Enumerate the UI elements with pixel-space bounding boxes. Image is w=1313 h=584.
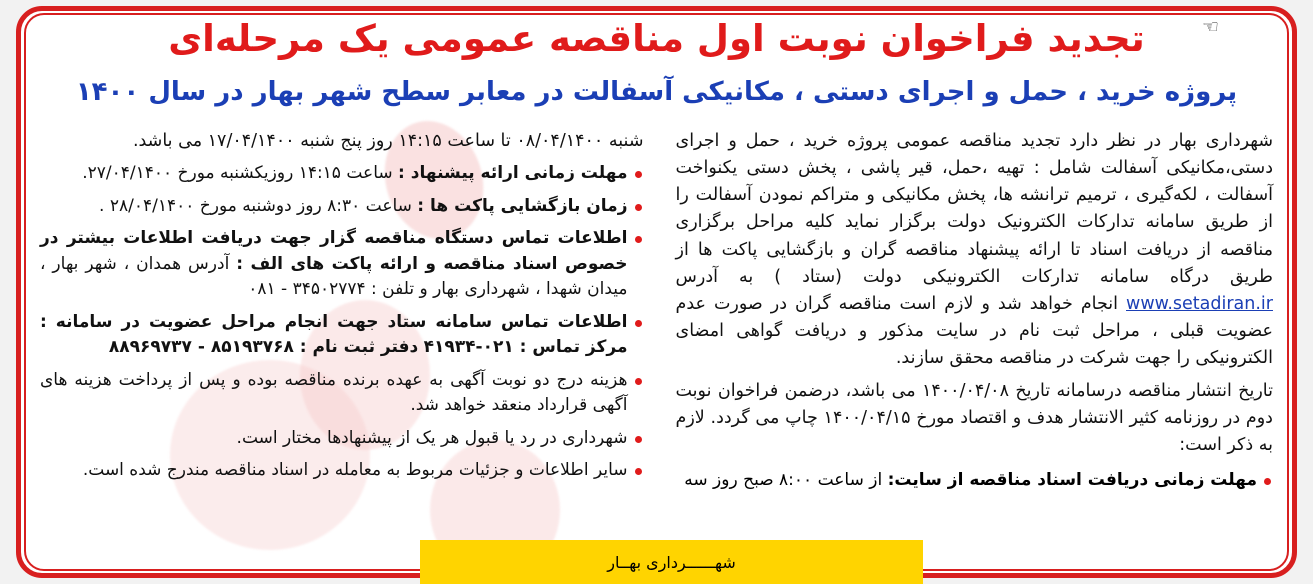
left-column: [40, 128, 644, 520]
bullet-label: اطلاعات تماس دستگاه مناقصه گزار جهت دریافت اطلاعات بیشتر در خصوص اسناد مناقصه و ارائه پاکت های الف :: [40, 228, 628, 274]
left-intro-text: شنبه ۰۸/۰۴/۱۴۰۰ تا ساعت ۱۴:۱۵ روز پنج شنبه ۱۷/۰۴/۱۴۰۰ می باشد.: [132, 131, 644, 151]
page-subtitle: پروژه خرید ، حمل و اجرای دستی ، مکانیکی آسفالت در معابر سطح شهر بهار در سال ۱۴۰۰: [75, 77, 1238, 107]
right-paragraph-1-text: شهرداری بهار در نظر دارد تجدید مناقصه عمومی پروژه خرید ، حمل و اجرای دستی،مکانیکی آسفالت شامل : تهیه ،حمل، قیر پاشی ، پخش دستی یکنواخت آسفالت ، لکه‌گیری ، ترمیم ترانشه ها، پخش مکانیکی و متراکم نمودن آسفالت را از طریق سامانه تدارکات الکترونیک دولت برگزار نماید کلیه مراحل برگزاری مناقصه از دریافت اسناد تا ارائه پیشنهاد مناقصه گران و بازگشایی پاکت ها از طریق درگاه سامانه تدارکات الکترونیکی دولت (ستاد ) به آدرس: [675, 131, 1273, 287]
mouse-cursor-icon: ☜: [1201, 16, 1219, 38]
bullet-text: دفتر ثبت نام : ۸۵۱۹۳۷۶۸ - ۸۸۹۶۹۷۳۷: [108, 337, 419, 358]
page-title: تجدید فراخوان نوبت اول مناقصه عمومی یک مرحله‌ای: [168, 17, 1145, 60]
footer-banner-text: شهــــــرداری بهــار: [607, 552, 736, 572]
bullet-text: سایر اطلاعات و جزئیات مربوط به معامله در اسناد مناقصه مندرج شده است.: [82, 460, 628, 481]
setadiran-link[interactable]: www.setadiran.ir: [1126, 293, 1273, 314]
bullet-label: اطلاعات تماس سامانه ستاد جهت انجام مراحل عضویت در سامانه : مرکز تماس : ۰۲۱-۴۱۹۳۴: [40, 311, 628, 358]
bullet-text: ساعت ۱۴:۱۵ روزیکشنبه مورخ ۲۷/۰۴/۱۴۰۰.: [82, 163, 393, 184]
list-item: [40, 310, 644, 361]
right-paragraph-1-tail: انجام خواهد شد و لازم است مناقصه گران در صورت عدم عضویت قبلی ، مراحل ثبت نام در سایت مذکور و دریافت گواهی امضای الکترونیکی را جهت شرکت در مناقصه محقق سازند.: [675, 293, 1273, 368]
bullet-download-deadline: [670, 468, 1274, 494]
list-item: [40, 194, 644, 220]
right-paragraph-1: [670, 128, 1274, 372]
bullet-text: ساعت ۸:۳۰ روز دوشنبه مورخ ۲۸/۰۴/۱۴۰۰ .: [99, 195, 412, 216]
footer-banner: [420, 540, 923, 584]
bullet-download-deadline-label: مهلت زمانی دریافت اسناد مناقصه از سایت:: [887, 469, 1257, 490]
list-item: [40, 161, 644, 187]
bullet-label: زمان بازگشایی پاکت ها :: [417, 195, 628, 216]
bullet-text: آدرس همدان ، شهر بهار ، میدان شهدا ، شهرداری بهار و تلفن : ۳۴۵۰۲۷۷۴ - ۰۸۱: [40, 253, 628, 300]
list-item: [40, 458, 644, 484]
bullet-label: مهلت زمانی ارائه پیشنهاد :: [398, 163, 628, 184]
bullet-text: شهرداری در رد یا قبول هر یک از پیشنهادها مختار است.: [236, 427, 628, 448]
body-columns: [40, 128, 1273, 520]
right-column: [670, 128, 1274, 520]
bullet-download-deadline-text: از ساعت ۸:۰۰ صبح روز سه: [684, 469, 883, 490]
left-bullet-list: [40, 161, 644, 484]
bullet-text: هزینه درج دو نوبت آگهی به عهده برنده مناقصه بوده و پس از پرداخت هزینه های آگهی قرارداد منعقد خواهد شد.: [40, 369, 628, 416]
list-item: [40, 226, 644, 303]
list-item: [40, 368, 644, 419]
right-paragraph-2: تاریخ انتشار مناقصه درسامانه تاریخ ۱۴۰۰/۰۴/۰۸ می باشد، درضمن فراخوان نوبت دوم در روزنامه کثیر الانتشار هدف و اقتصاد مورخ ۱۴۰۰/۰۴/۱۵ چاپ می گردد. لازم به ذکر است:: [675, 381, 1273, 456]
list-item: [40, 426, 644, 452]
